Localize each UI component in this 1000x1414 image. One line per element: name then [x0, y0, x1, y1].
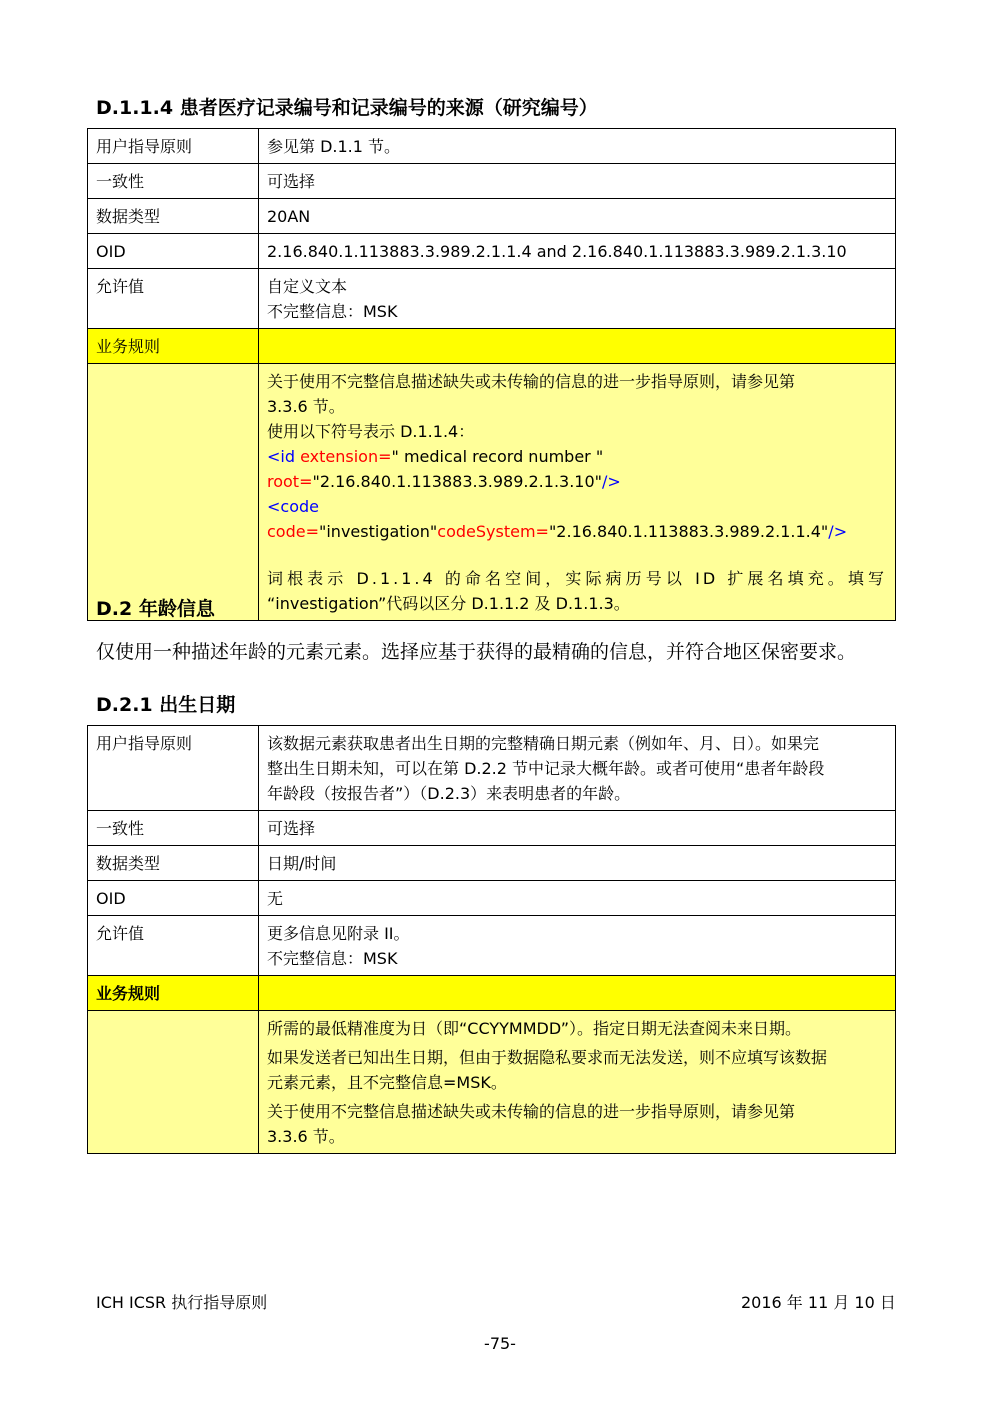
footer-document-title: ICH ICSR 执行指导原则: [96, 1293, 268, 1312]
rules-text-line: 关于使用不完整信息描述缺失或未传输的信息的进一步指导原则，请参见第: [267, 372, 796, 391]
xml-tag: />: [602, 472, 621, 491]
table-row: [88, 916, 896, 976]
table-row: [88, 726, 896, 811]
table-row: [88, 811, 896, 846]
row-value-guideline: [259, 726, 896, 811]
xml-tag: />: [828, 522, 848, 541]
table-row-rules-body: [88, 1011, 896, 1154]
row-value-conformance: 可选择: [259, 164, 896, 199]
xml-attribute: root=: [267, 472, 313, 491]
rules-body-empty-cell: [88, 1011, 259, 1154]
rules-text-line: 如果发送者已知出生日期，但由于数据隐私要求而无法发送，则不应填写该数据: [267, 1048, 828, 1067]
table-row: [88, 269, 896, 329]
row-label-business-rules: 业务规则: [88, 976, 259, 1011]
rules-body-content: [259, 364, 896, 621]
row-label-allowed: 允许值: [88, 916, 259, 976]
row-value-conformance: 可选择: [259, 811, 896, 846]
guideline-text-line: 整出生日期未知，可以在第 D.2.2 节中记录大概年龄。或者可使用“患者年龄段: [267, 759, 825, 778]
row-label-conformance: 一致性: [88, 164, 259, 199]
row-value-business-rules: [259, 976, 896, 1011]
rules-body-empty-cell: [88, 364, 259, 621]
xml-value: " medical record number ": [391, 447, 604, 466]
row-value-oid: 2.16.840.1.113883.3.989.2.1.1.4 and 2.16.840.1.113883.3.989.2.1.3.10: [259, 234, 896, 269]
row-label-data-type: 数据类型: [88, 846, 259, 881]
table-row: [88, 164, 896, 199]
allowed-value-line: 不完整信息：MSK: [267, 949, 398, 968]
rules-text-line: 3.3.6 节。: [267, 397, 345, 416]
xml-code-line: [267, 469, 887, 494]
row-label-oid: OID: [88, 234, 259, 269]
table-row: [88, 199, 896, 234]
rules-text-line: 元素元素，且不完整信息=MSK。: [267, 1073, 507, 1092]
row-value-data-type: 20AN: [259, 199, 896, 234]
spacer: [267, 544, 887, 566]
row-label-allowed: 允许值: [88, 269, 259, 329]
allowed-value-line: 自定义文本: [267, 277, 348, 296]
xml-code-line: [267, 444, 887, 469]
table-row: [88, 881, 896, 916]
rules-text-line: “investigation”代码以区分 D.1.1.2 及 D.1.1.3。: [267, 594, 630, 613]
rules-body-content: [259, 1011, 896, 1154]
rules-text-line: 词根表示 D.1.1.4 的命名空间，实际病历号以 ID 扩展名填充。填写: [267, 569, 887, 588]
section-intro-d2: 仅使用一种描述年龄的元素元素。选择应基于获得的最精确的信息，并符合地区保密要求。: [96, 641, 857, 663]
xml-attribute: extension=: [300, 447, 392, 466]
rules-text-line: 关于使用不完整信息描述缺失或未传输的信息的进一步指导原则，请参见第: [267, 1102, 796, 1121]
row-value-oid: 无: [259, 881, 896, 916]
xml-attribute: codeSystem=: [437, 522, 549, 541]
section-heading-d114: D.1.1.4 患者医疗记录编号和记录编号的来源（研究编号）: [96, 97, 598, 119]
rules-text-line: 使用以下符号表示 D.1.1.4：: [267, 422, 475, 441]
row-value-business-rules: [259, 329, 896, 364]
row-label-oid: OID: [88, 881, 259, 916]
row-value-allowed: [259, 916, 896, 976]
rules-text-line: 3.3.6 节。: [267, 1127, 345, 1146]
table-row-rules-body: [88, 364, 896, 621]
footer-date: 2016 年 11 月 10 日: [741, 1293, 896, 1312]
guideline-text-line: 该数据元素获取患者出生日期的完整精确日期元素（例如年、月、日）。如果完: [267, 734, 820, 753]
table-row-business-rules: [88, 976, 896, 1011]
xml-value: "2.16.840.1.113883.3.989.2.1.1.4": [548, 522, 829, 541]
allowed-value-line: 不完整信息：MSK: [267, 302, 398, 321]
table-row: [88, 846, 896, 881]
xml-value: "investigation": [319, 522, 438, 541]
xml-value: "2.16.840.1.113883.3.989.2.1.3.10": [312, 472, 603, 491]
row-value-guideline: 参见第 D.1.1 节。: [259, 129, 896, 164]
xml-tag: <id: [267, 447, 301, 466]
section-heading-d2: D.2 年龄信息: [96, 598, 215, 620]
xml-attribute: code=: [267, 522, 319, 541]
xml-code-line: [267, 494, 887, 544]
row-value-allowed: [259, 269, 896, 329]
row-value-data-type: 日期/时间: [259, 846, 896, 881]
allowed-value-line: 更多信息见附录 II。: [267, 924, 410, 943]
page-number: -75-: [484, 1334, 516, 1353]
table-row: [88, 129, 896, 164]
rules-text-line: 所需的最低精准度为日（即“CCYYMMDD”）。指定日期无法查阅未来日期。: [267, 1019, 802, 1038]
section-heading-d21: D.2.1 出生日期: [96, 694, 236, 716]
table-row-business-rules: [88, 329, 896, 364]
row-label-data-type: 数据类型: [88, 199, 259, 234]
row-label-business-rules: 业务规则: [88, 329, 259, 364]
xml-tag: <code: [267, 497, 319, 516]
row-label-guideline: 用户指导原则: [88, 129, 259, 164]
spec-table-d114: [87, 128, 896, 621]
row-label-guideline: 用户指导原则: [88, 726, 259, 811]
row-label-conformance: 一致性: [88, 811, 259, 846]
guideline-text-line: 年龄段（按报告者”）（D.2.3）来表明患者的年龄。: [267, 784, 631, 803]
spec-table-d21: [87, 725, 896, 1154]
table-row: [88, 234, 896, 269]
